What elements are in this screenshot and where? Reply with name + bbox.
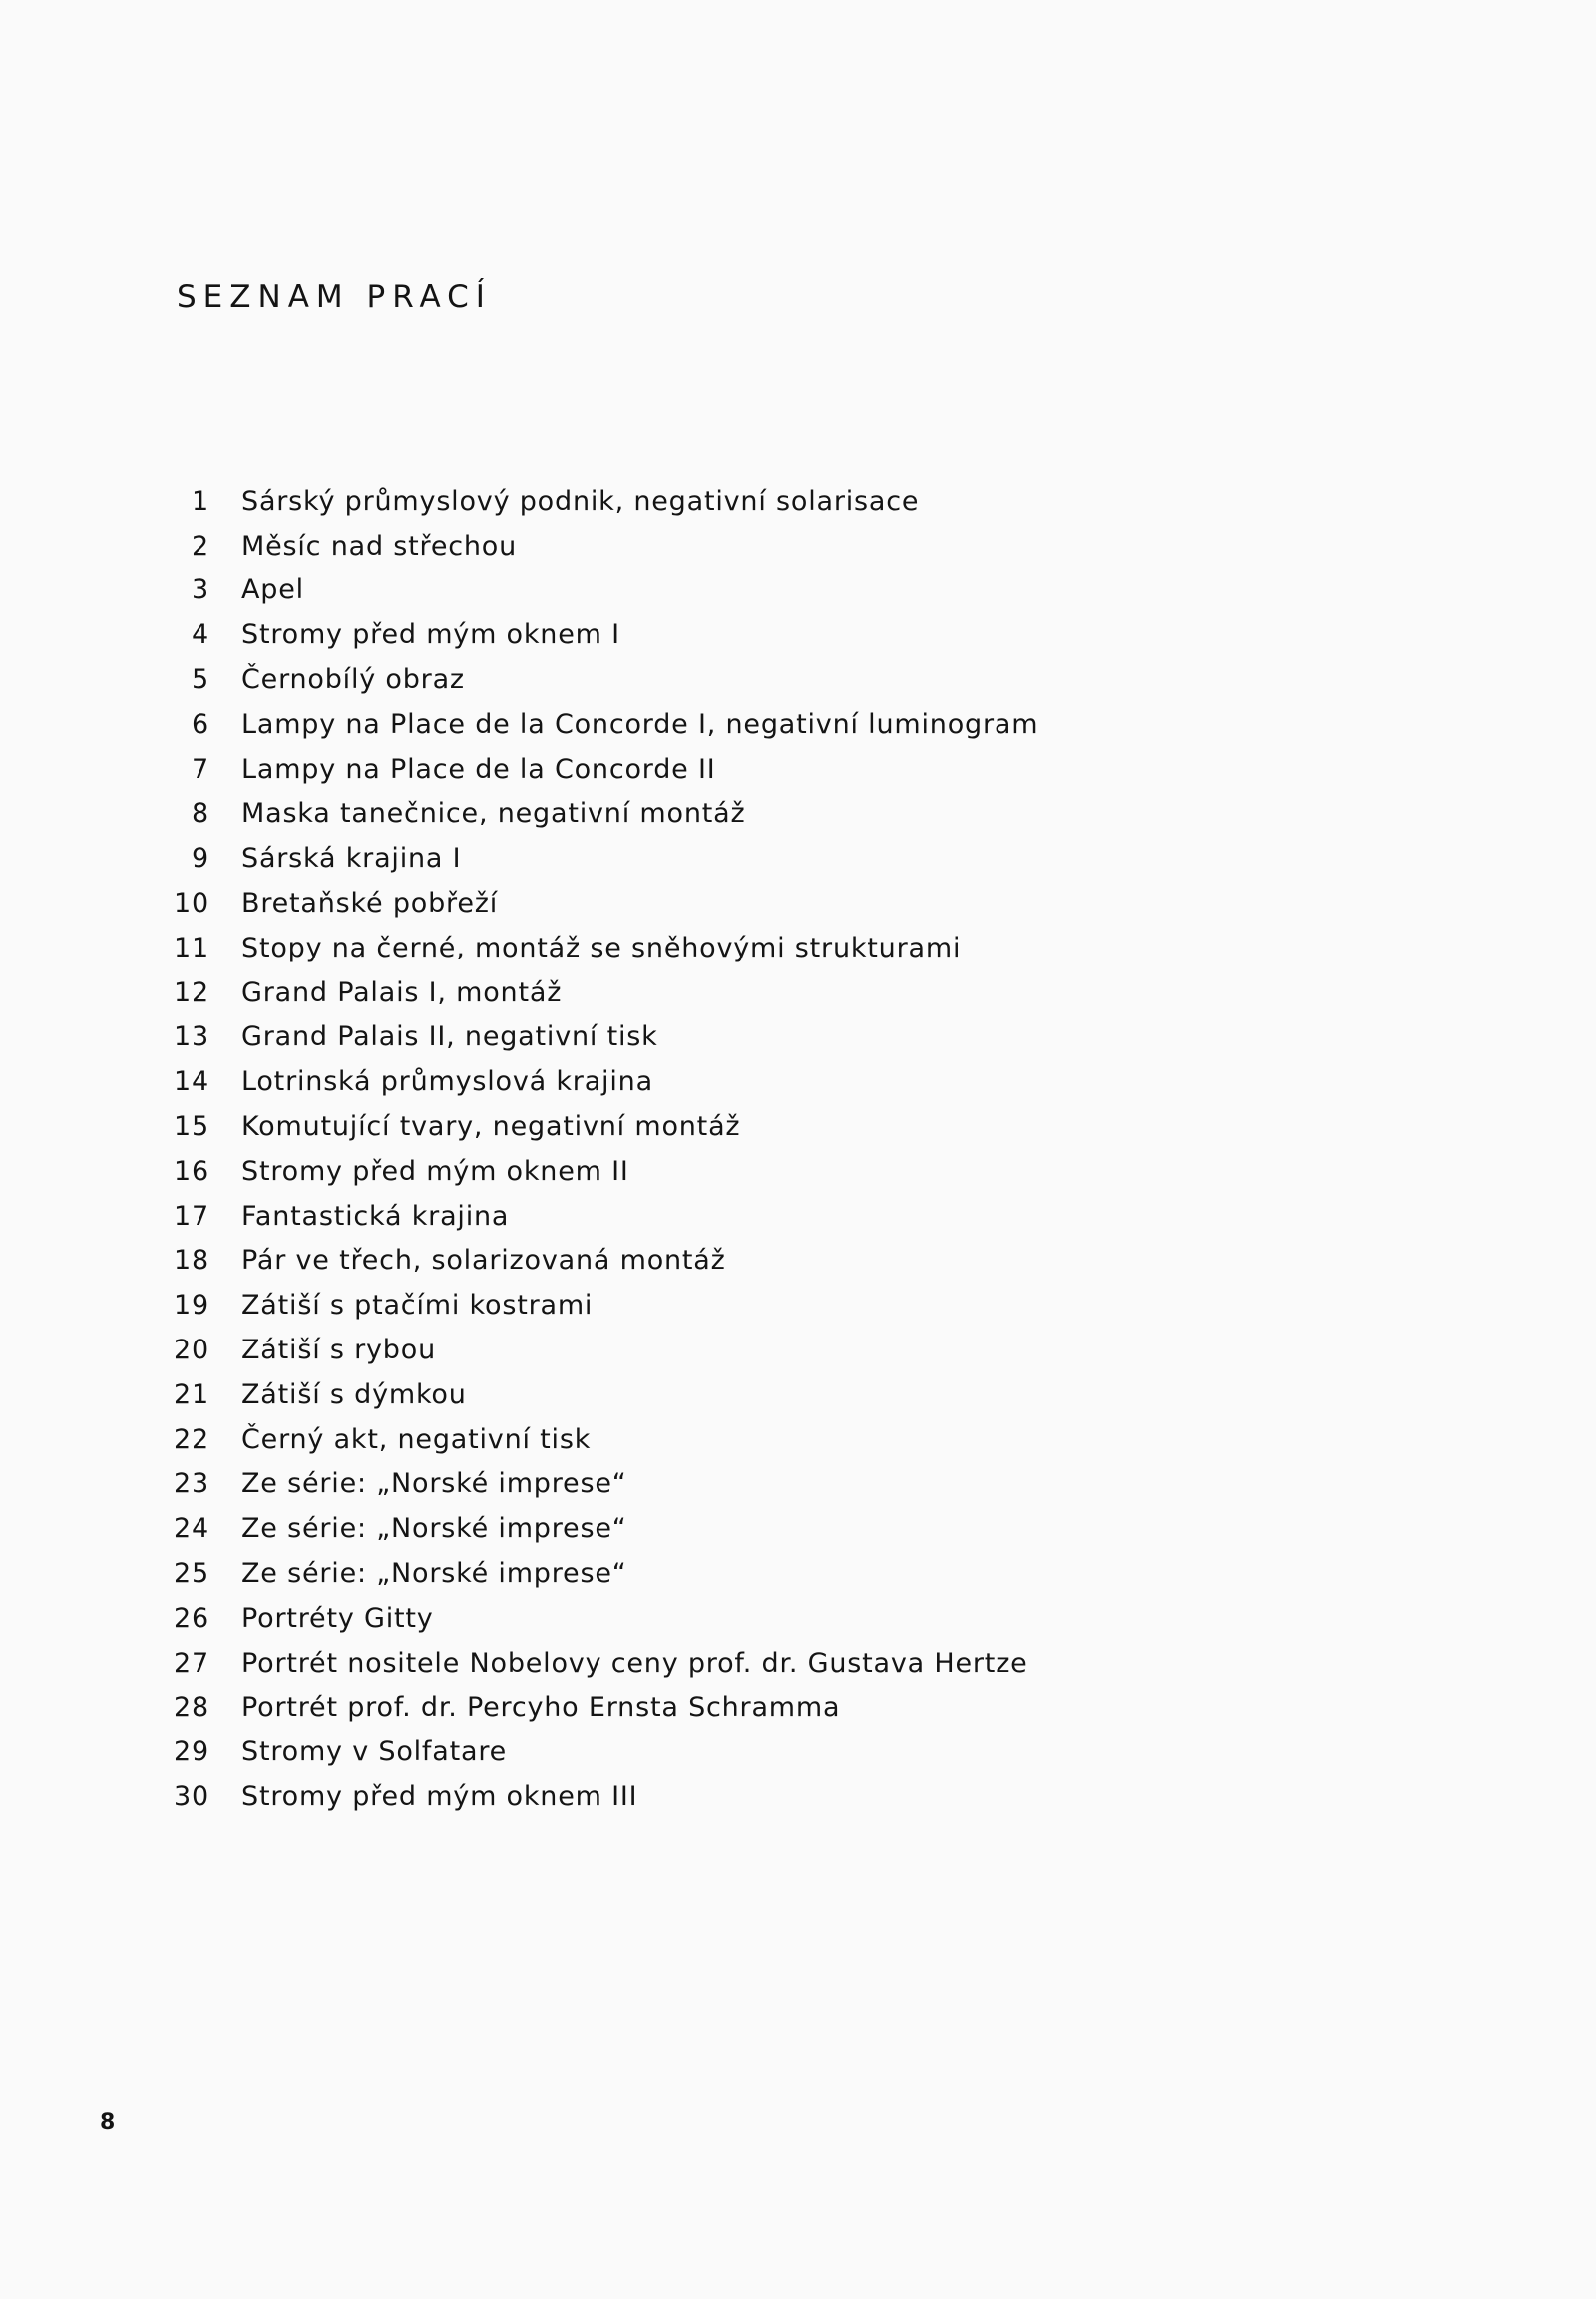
item-number: 13 (174, 1021, 209, 1053)
item-title: Ze série: „Norské imprese“ (241, 1468, 627, 1500)
list-item (150, 747, 1038, 792)
item-number: 19 (174, 1290, 209, 1322)
item-number: 22 (174, 1423, 209, 1455)
item-number: 3 (192, 575, 209, 606)
item-title: Komutující tvary, negativní montáž (241, 1111, 741, 1143)
list-item (150, 569, 1038, 613)
list-item (150, 1417, 1038, 1462)
item-number: 4 (192, 619, 209, 651)
item-title: Zátiší s dýmkou (241, 1378, 467, 1410)
list-item (150, 479, 1038, 524)
item-title: Lampy na Place de la Concorde II (241, 753, 716, 785)
list-item (150, 1641, 1038, 1686)
item-title: Lotrinská průmyslová krajina (241, 1066, 653, 1098)
item-number: 10 (174, 888, 209, 920)
list-item (150, 524, 1038, 569)
item-number: 29 (174, 1736, 209, 1768)
list-item (150, 1596, 1038, 1641)
works-list (150, 479, 1038, 1819)
item-title: Portrét prof. dr. Percyho Ernsta Schramma (241, 1692, 841, 1724)
item-title: Fantastická krajina (241, 1200, 510, 1232)
item-number: 18 (174, 1245, 209, 1277)
list-item (150, 1551, 1038, 1596)
list-item (150, 836, 1038, 881)
item-number: 16 (174, 1155, 209, 1187)
item-title: Stromy v Solfatare (241, 1736, 508, 1768)
list-item (150, 1015, 1038, 1060)
item-title: Ze série: „Norské imprese“ (241, 1513, 627, 1545)
item-title: Černý akt, negativní tisk (241, 1423, 592, 1455)
list-item (150, 1104, 1038, 1149)
list-item (150, 1239, 1038, 1284)
list-item (150, 1149, 1038, 1194)
item-number: 15 (174, 1111, 209, 1143)
item-title: Černobílý obraz (241, 664, 465, 696)
item-number: 26 (174, 1602, 209, 1634)
list-item (150, 1774, 1038, 1819)
item-title: Lampy na Place de la Concorde I, negativní luminogram (241, 708, 1039, 740)
item-title: Maska tanečnice, negativní montáž (241, 798, 746, 830)
item-number: 20 (174, 1335, 209, 1366)
item-title: Grand Palais II, negativní tisk (241, 1021, 658, 1053)
list-item (150, 1372, 1038, 1417)
item-title: Stromy před mým oknem III (241, 1781, 638, 1812)
item-title: Sárský průmyslový podnik, negativní solarisace (241, 485, 920, 517)
item-number: 23 (174, 1468, 209, 1500)
item-number: 21 (174, 1378, 209, 1410)
item-title: Měsíc nad střechou (241, 530, 518, 562)
item-title: Pár ve třech, solarizovaná montáž (241, 1245, 726, 1277)
item-title: Bretaňské pobřeží (241, 888, 499, 920)
item-number: 17 (174, 1200, 209, 1232)
list-item (150, 612, 1038, 657)
item-title: Sárská krajina I (241, 843, 462, 875)
item-number: 7 (192, 753, 209, 785)
item-title: Portrét nositele Nobelovy ceny prof. dr. Gustava Hertze (241, 1647, 1028, 1679)
item-number: 27 (174, 1647, 209, 1679)
item-title: Grand Palais I, montáž (241, 976, 563, 1008)
item-number: 12 (174, 976, 209, 1008)
list-item (150, 1328, 1038, 1372)
list-item (150, 702, 1038, 747)
item-number: 9 (192, 843, 209, 875)
item-number: 25 (174, 1558, 209, 1590)
list-item (150, 926, 1038, 970)
list-item (150, 1059, 1038, 1104)
item-number: 1 (192, 485, 209, 517)
page-title: SEZNAM PRACÍ (177, 279, 492, 315)
item-title: Zátiší s rybou (241, 1335, 436, 1366)
list-item (150, 970, 1038, 1015)
item-number: 6 (192, 708, 209, 740)
item-number: 2 (192, 530, 209, 562)
item-title: Stopy na černé, montáž se sněhovými strukturami (241, 932, 962, 963)
list-item (150, 1506, 1038, 1551)
item-number: 30 (174, 1781, 209, 1812)
list-item (150, 792, 1038, 837)
list-item (150, 881, 1038, 926)
item-number: 24 (174, 1513, 209, 1545)
list-item (150, 1194, 1038, 1239)
item-number: 14 (174, 1066, 209, 1098)
item-number: 5 (192, 664, 209, 696)
list-item (150, 1729, 1038, 1774)
item-number: 28 (174, 1692, 209, 1724)
list-item (150, 657, 1038, 702)
item-number: 8 (192, 798, 209, 830)
item-title: Zátiší s ptačími kostrami (241, 1290, 594, 1322)
item-number: 11 (174, 932, 209, 963)
item-title: Stromy před mým oknem II (241, 1155, 629, 1187)
item-title: Ze série: „Norské imprese“ (241, 1558, 627, 1590)
list-item (150, 1283, 1038, 1328)
page-number: 8 (100, 2110, 116, 2135)
item-title: Portréty Gitty (241, 1602, 434, 1634)
list-item (150, 1686, 1038, 1730)
item-title: Stromy před mým oknem I (241, 619, 620, 651)
list-item (150, 1462, 1038, 1507)
item-title: Apel (241, 575, 304, 606)
